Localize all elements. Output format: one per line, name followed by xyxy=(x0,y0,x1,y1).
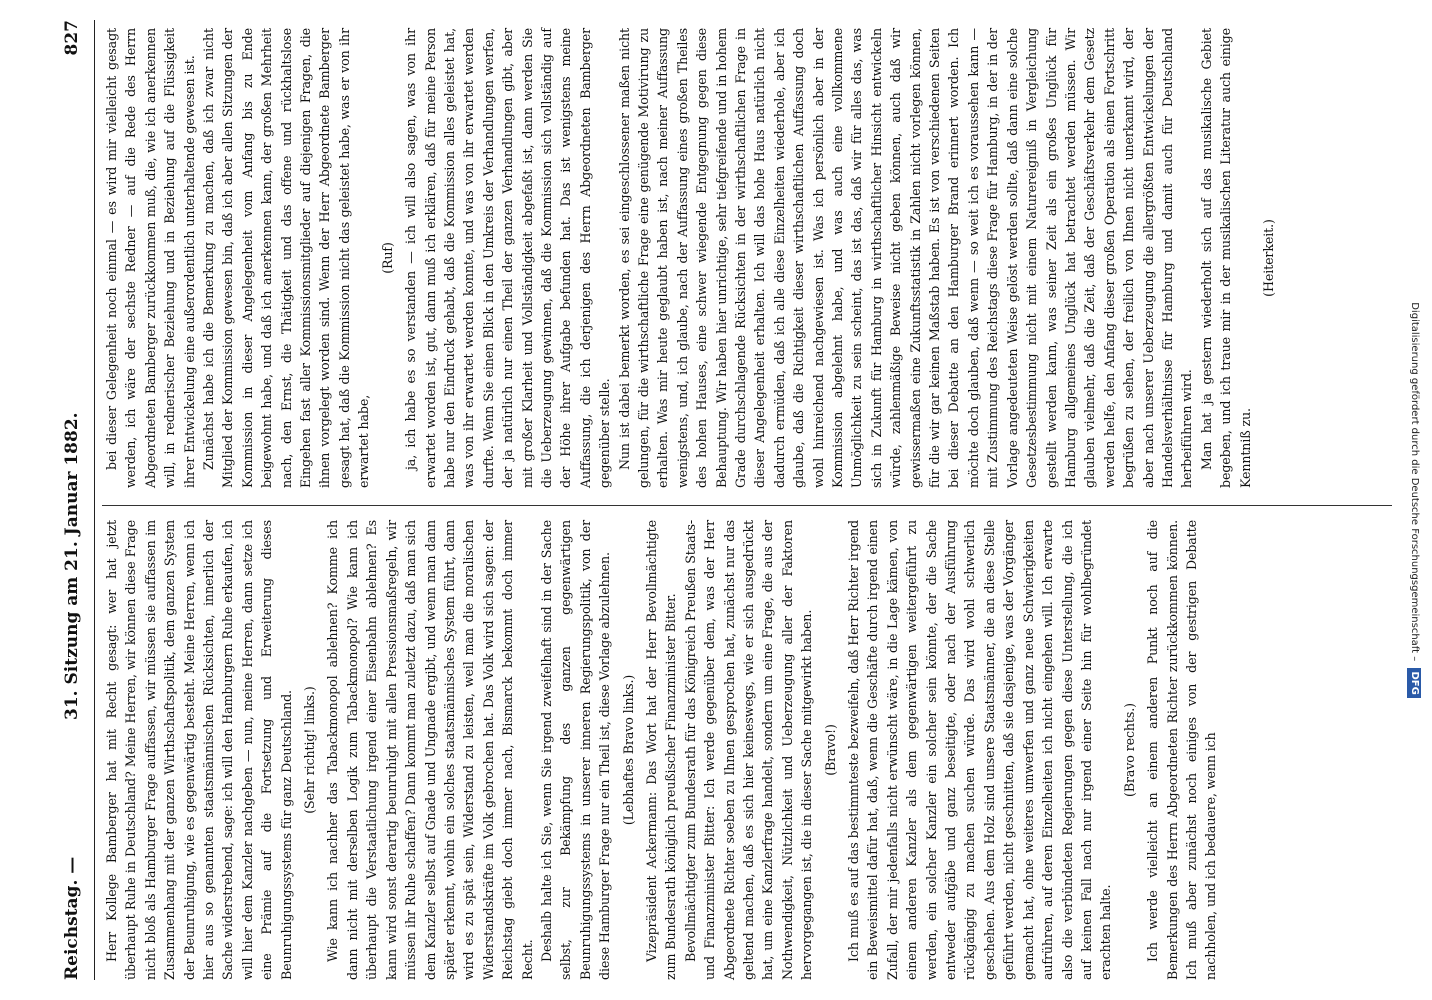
interjection: (Bravo rechts.) xyxy=(1121,703,1137,797)
interjection: (Heiterkeit.) xyxy=(1260,219,1276,297)
paragraph: Bevollmächtigter zum Bundesrath für das Königreich Preußen Staats- und Finanzminister Bitter: Ich werde gegenüber dem, was der Herr Abgeordnete Richter soeben zu Ihnen gesprochen hat, zunächst nur das geltend machen, daß es sich hier keineswegs, wie er sich ausgedrückt hat, um eine Kanzlerfrage handelt, sondern um eine Frage, die aus der Nothwendigkeit, Nützlichkeit und Ueberzeugung aller der Faktoren hervorgegangen ist, die in dieser Sache mitgewirkt haben. xyxy=(682,520,815,980)
paragraph: bei dieser Gelegenheit noch einmal — es wird mir vielleicht gesagt werden, ich wäre der sechste Redner — auf die Rede des Herrn Abgeordneten Bamberger zurückkommen muß, die, wie ich anerkennen will, in rednerischer Beziehung und in Beziehung auf die Flüssigkeit ihrer Entwickelung eine außerordentlich unterhaltende gewesen ist. xyxy=(104,28,197,488)
left-column xyxy=(102,520,1221,980)
header-session-date: 31. Sitzung am 21. Januar 1882. xyxy=(62,412,82,720)
paragraph: Ich werde vielleicht an einem anderen Punkt noch auf die Bemerkungen des Herrn Abgeordneten Richter zurückkommen können. Ich muß aber zunächst noch einiges von der gestrigen Debatte nachholen, und ich bedauere, wenn ich xyxy=(1145,520,1219,980)
paragraph: Zunächst habe ich die Bemerkung zu machen, daß ich zwar nicht Mitglied der Kommission gewesen bin, daß ich aber allen Sitzungen der Kommission in dieser Angelegenheit vom Anfang bis zu Ende beigewohnt habe, und daß ich anerkennen kann, der großen Mehrheit nach, den Ernst, die Thätigkeit und das offene und rückhaltslose Eingehen fast aller Kommissionsmitglieder auf diejenigen Fragen, die ihnen vorgelegt worden sind. Wenn der Herr Abgeordnete Bamberger gesagt hat, daß die Kommission nicht das geleistet habe, was er von ihr erwartet habe, xyxy=(201,28,372,488)
interjection: (Ruf) xyxy=(379,242,395,274)
paragraph: ja, ich habe es so verstanden — ich will also sagen, was von ihr erwartet worden ist, gut, dann muß ich erklären, daß für meine Person habe nur den Eindruck gehabt, daß die Kommission alles geleistet hat, was von ihr erwartet werden konnte, und was von ihr erwartet werden durfte. Wenn Sie einen Blick in den Umkreis der Verhandlungen werfen, der ja natürlich nur einen Theil der ganzen Verhandlungen gibt, aber mit großer Klarheit und Vollständigkeit abgefaßt ist, dann werden Sie die Ueberzeugung gewinnen, daß die Kommission sich vollständig auf der Höhe ihrer Aufgabe befunden hat. Das ist wenigstens meine Auffassung, die ich derjenigen des Herrn Abgeordneten Bamberger gegenüber stelle. xyxy=(403,28,613,488)
page-header xyxy=(58,20,95,980)
stamp-text: Digitalisierung gefördert durch die Deutsche Forschungsgemeinschaft – xyxy=(1409,302,1420,662)
right-column xyxy=(102,28,1282,488)
paragraph: Wie kann ich nachher das Tabackmonopol ablehnen? Komme ich dann nicht mit derselben Logik zum Tabackmonopol? Wie kann ich überhaupt die Verstaatlichung irgend einer Eisenbahn ablehnen? Es kann wird sonst derartig beunruhigt mit allen Pressionsmaßregeln, wir müssen ihr Ruhe schaffen? Dann kommt man zuletzt dazu, daß man sich dem Kanzler selbst auf Gnade und Ungnade ergibt, und wenn man dann später erkennt, wohin ein solches staatsmännisches System führt, dann wird es zu spät sein, Widerstand zu leisten, weil man die moralischen Widerstandskräfte im Volk gebrochen hat. Das Volk wird sich sagen: der Reichstag giebt doch immer nach, Bismarck bekommt doch immer Recht. xyxy=(325,520,535,980)
paragraph: Herr Kollege Bamberger hat mit Recht gesagt: wer hat jetzt überhaupt Ruhe in Deutschland? Meine Herren, wir können diese Frage nicht bloß als Hamburger Frage auffassen, wir müssen sie auffassen im Zusammenhang mit der ganzen Wirthschaftspolitik, dem ganzen System der Beunruhigung, wie es gegenwärtig besteht. Meine Herren, wenn ich hier aus so genannten staatsmännischen Rücksichten, innerlich der Sache widerstrebend, sage: ich will den Hamburgern Ruhe erkaufen, ich will hier dem Kanzler nachgeben — nun, meine Herren, dann setze ich eine Prämie auf die Fortsetzung und Erweiterung dieses Beunruhigungssystems für ganz Deutschland. xyxy=(104,520,294,980)
interjection: (Lebhaftes Bravo links.) xyxy=(620,674,636,826)
interjection: (Sehr richtig! links.) xyxy=(302,686,318,814)
paragraph: Deshalb halte ich Sie, wenn Sie irgend zweifelhaft sind in der Sache selbst, zur Bekämpfung des ganzen gegenwärtigen Beunruhigungssystems in unserer inneren Regierungspolitik, von der diese Hamburger Frage nur ein Theil ist, diese Vorlage abzulehnen. xyxy=(538,520,613,980)
column-divider xyxy=(102,505,1392,506)
interjection: (Bravo!) xyxy=(822,724,838,776)
header-left: Reichstag. — xyxy=(62,856,82,980)
paragraph: Vizepräsident Ackermann: Das Wort hat der Herr Bevollmächtigte zum Bundesrath königlich preußischer Finanzminister Bitter. xyxy=(643,520,679,980)
page-number: 827 xyxy=(62,20,82,56)
dfg-logo: DFG xyxy=(1407,668,1421,697)
paragraph: Ich muß es auf das bestimmteste bezweifeln, daß Herr Richter irgend ein Beweismittel dafür hat, daß, wenn die Geschäfte durch irgend einen Zufall, der mir jedenfalls nicht erwünscht wäre, in die Lage kämen, von einem anderen Kanzler als dem gegenwärtigen weitergeführt zu werden, ein solcher Kanzler ein solcher sein könnte, der die Sache entweder aufgäbe und ganz beseitigte, oder nach der Ausführung rückgängig zu machen suchen würde. Das wird wohl schwerlich geschehen. Aus dem Holz sind unsere Staatsmänner, die an diese Stelle geführt werden, nicht geschnitten, daß sie dasjenige, was der Vorgänger gemacht hat, ohne weiteres umwerfen und ganz neue Schwierigkeiten aufrühren, auf deren Einzelheiten ich nicht eingehen will. Ich erwarte also die verbündeten Regierungen gegen diese Unterstellung, die ich auf keinen Fall nach nur irgend einer Seite hin für wohlbegründet erachten halte. xyxy=(846,520,1114,980)
paragraph: Nun ist dabei bemerkt worden, es sei eingeschlossener maßen nicht gelungen, für die wirthschaftliche Frage eine genügende Motivirung zu erhalten. Was mir heute geglaubt haben ist, nach meiner Auffassung wenigstens, und, ich glaube, nach der Auffassung eines großen Theiles des hohen Hauses, eine schwer wiegende Entgegnung gegen diese Behauptung. Wir haben hier unrichtige, sehr tiefgreifende und in hohem Grade durchschlagende Rücksichten in der wirthschaftlichen Frage in dieser Angelegenheit erhalten. Ich will das hohe Haus natürlich nicht dadurch ermüden, daß ich alle diese Einzelheiten wiederhole, aber ich glaube, daß die Richtigkeit dieser wirthschaftlichen Auffassung doch wohl hinreichend nachgewiesen ist. Was ich persönlich aber in der Kommission abgelehnt habe, und was auch eine vollkommene Unmöglichkeit zu sein scheint, das ist das, daß wir für alles das, was sich in Zukunft für Hamburg in wirthschaftlicher Hinsicht entwickeln würde, zahlenmäßige Beweise nicht geben können, auch daß wir gewissermaßen eine Zukunftsstatistik in Zahlen nicht vorlegen können, für die wir gar keinen Maßstab haben. Es ist von verschiedenen Seiten bei dieser Debatte an den Hamburger Brand erinnert worden. Ich möchte doch glauben, daß wenn — so weit ich es voraussehen kann — mit Zustimmung des Reichstags diese Frage für Hamburg, in der in der Vorlage angedeuteten Weise gelöst werden sollte, daß dann eine solche Gesetzesbestimmung nicht mit einem Naturereigniß in Vergleichung gestellt werden kann, was seiner Zeit als ein großes Unglück für Hamburg allgemeines Unglück hat betrachtet werden müssen. Wir glauben vielmehr, daß die Zeit, daß der Geschäftsverkehr dem Gesetz werden helfe, den Anfang dieser großen Operation als einen Fortschritt begrüßen zu sehen, der freilich von Ihnen nicht unerkannt wird, der aber nach unserer Ueberzeugung die allergrößten Entwickelungen der Handelsverhältnisse für Hamburg und damit auch für Deutschland herbeiführen wird. xyxy=(616,28,1195,488)
rotated-page-content xyxy=(40,0,1430,1000)
paragraph: Man hat ja gestern wiederholt sich auf das musikalische Gebiet begeben, und ich traue mir in der musikalischen Literatur auch einige Kenntniß zu. xyxy=(1198,28,1253,488)
digitization-stamp xyxy=(1402,0,1426,1000)
